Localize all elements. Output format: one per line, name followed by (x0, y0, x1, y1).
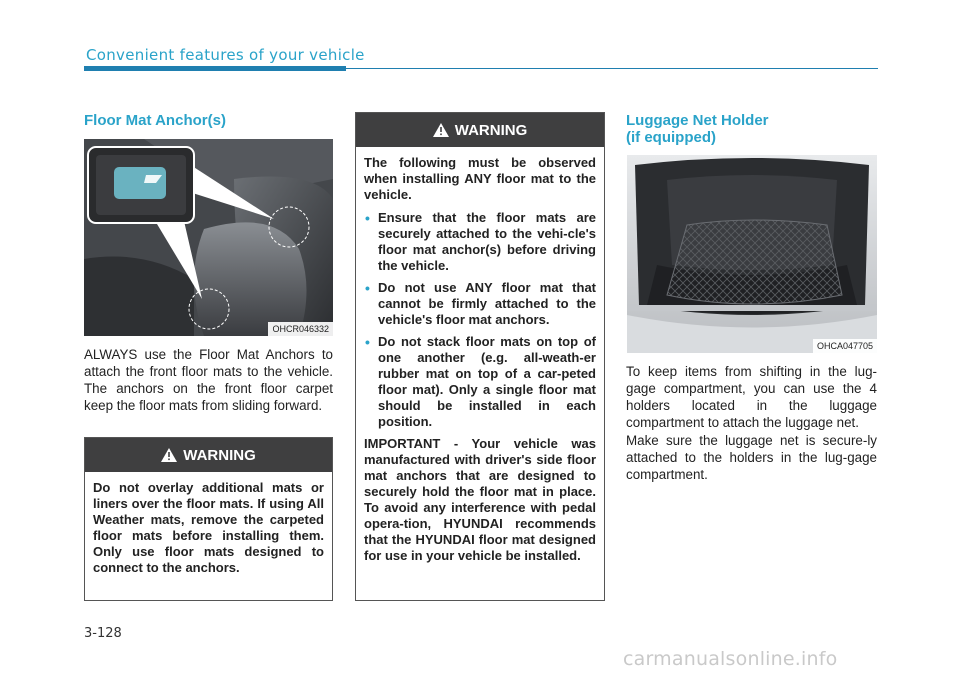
floor-mat-title: Floor Mat Anchor(s) (84, 112, 226, 129)
luggage-net-paragraph-1: To keep items from shifting in the lug-gage compartment, you can use the 4 holders located in the luggage compartment to attach the luggage net. (626, 364, 877, 430)
warning-intro: The following must be observed when installing ANY floor mat to the vehicle. (364, 155, 596, 202)
warning-label: WARNING (454, 121, 528, 139)
list-item: • Ensure that the floor mats are securely attached to the vehi-cle's floor mat anchor(s) before driving the vehicle. (365, 210, 596, 273)
luggage-net-title-line2: (if equipped) (626, 129, 716, 146)
luggage-net-paragraph-2: Make sure the luggage net is secure-ly attached to the holders in the lug-gage compartment. (626, 433, 877, 482)
page-number: 3-128 (84, 626, 122, 641)
header-rule (346, 68, 878, 69)
warning-bullet-list (364, 210, 596, 430)
warning-triangle-icon (433, 123, 449, 137)
warning-triangle-icon (161, 448, 177, 462)
bullet-dot-icon: • (365, 280, 370, 296)
luggage-net-illustration (627, 155, 877, 353)
header-bar (84, 66, 346, 71)
warning-important: IMPORTANT - Your vehicle was manufactured with driver's side floor mat anchors that are designed to securely hold the floor mat in place. To avoid any interference with pedal opera-tion, HYUNDAI recommends that the HYUNDAI floor mat designed for use in your vehicle be installed. (364, 436, 596, 563)
floor-mat-anchor-image (84, 139, 333, 336)
luggage-net-title-line1: Luggage Net Holder (626, 112, 769, 129)
floor-mat-paragraph: ALWAYS use the Floor Mat Anchors to attach the front floor mats to the vehicle. The anchors on the front floor carpet keep the floor mats from sliding forward. (84, 347, 333, 413)
figure-code: OHCR046332 (268, 322, 333, 336)
warning-header (356, 113, 604, 147)
floor-mat-illustration (84, 139, 333, 336)
bullet-dot-icon: • (365, 210, 370, 226)
bullet-dot-icon: • (365, 334, 370, 350)
figure-code: OHCA047705 (813, 339, 877, 353)
watermark-text: carmanualsonline.info (623, 648, 838, 670)
warning-box-overlay (84, 437, 333, 601)
warning-label: WARNING (183, 446, 256, 464)
warning-box-installation (355, 112, 605, 601)
luggage-net-title (626, 112, 769, 146)
luggage-compartment-image (627, 155, 877, 353)
warning-header (85, 438, 332, 472)
list-item: • Do not stack floor mats on top of one another (e.g. all-weath-er rubber mat on top of a car-peted floor mat). Only a single floor mat should be installed in each position. (365, 334, 596, 429)
warning-text: Do not overlay additional mats or liners over the floor mats. If using All Weather mats, remove the carpeted floor mats before installing them. Only use floor mats designed to connect to the anchors. (93, 480, 324, 575)
section-header-title: Convenient features of your vehicle (86, 46, 365, 64)
list-item: • Do not use ANY floor mat that cannot be firmly attached to the vehicle's floor mat anchors. (365, 280, 596, 327)
